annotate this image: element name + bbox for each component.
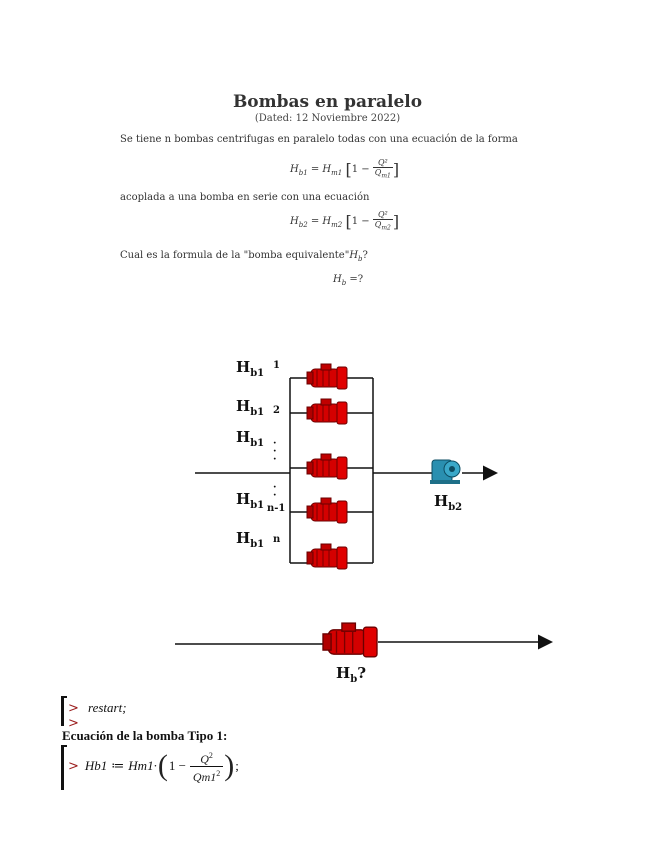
svg-text:·: ·	[273, 482, 277, 493]
svg-text:·: ·	[273, 490, 277, 501]
svg-text:·: ·	[273, 446, 277, 457]
execution-group-bracket-2[interactable]	[61, 745, 64, 790]
paragraph-question: Cual es la formula de la "bomba $equivalente"H_b$?	[120, 250, 368, 263]
equation-hb1: $H_{b1} = H_{m1}$ [1 − $\frac{\text{Q²}}{Q_{m1}}$ ]	[290, 158, 400, 180]
section-heading: Ecuación de la bomba Tipo 1:	[62, 728, 228, 743]
equation-hb-unknown: $H_b$ =?	[333, 274, 364, 287]
document-date: (Dated: 12 Noviembre 2022)	[254, 113, 401, 124]
maple-input-hb1[interactable]: > Hb1 ≔ Hm1· ( 1 − $\frac{Q^2}{Qm1^2}$ ) ;	[68, 749, 239, 784]
document-title: Bombas en paralelo	[232, 92, 423, 112]
label-index-2: 2	[273, 405, 280, 416]
pump-1-icon	[307, 364, 347, 389]
label-index-n-1: n-1	[267, 503, 286, 514]
label-hb1-n-1: $H_{b1}$	[236, 490, 265, 511]
pump-n-icon	[307, 544, 347, 569]
label-hb1-3: $H_{b1}$	[236, 428, 265, 449]
label-hb-equivalent: $H_b$?	[336, 664, 366, 685]
execution-group-bracket-1[interactable]	[61, 696, 64, 726]
label-hb1-n: $H_{b1}$	[236, 529, 265, 550]
svg-text:·: ·	[273, 438, 277, 449]
pump-3-icon	[307, 454, 347, 479]
label-index-1: 1	[273, 360, 280, 371]
equivalent-pump-icon	[323, 623, 377, 657]
pump-2-icon	[307, 399, 347, 424]
label-hb1-1: $H_{b1}$	[236, 358, 265, 379]
equation-hb2: $H_{b2} = H_{m2}$ [1 − $\frac{\text{Q²}}{Q_{m2}}$ ]	[290, 210, 400, 232]
maple-input-restart[interactable]: > restart;	[68, 700, 127, 716]
series-pump-icon	[430, 460, 460, 484]
pump-n-1-icon	[307, 498, 347, 523]
paragraph-series: acoplada a una bomba en serie con una ecuación	[120, 192, 370, 203]
pump-diagram	[0, 340, 655, 700]
label-index-n: n	[273, 534, 281, 545]
label-hb2: $H_{b2}$	[434, 492, 463, 513]
maple-input-empty[interactable]: >	[68, 716, 79, 731]
paragraph-intro: Se tiene n bombas centrifugas en paralelo todas con una ecuación de la forma	[120, 134, 518, 145]
svg-text:·: ·	[273, 454, 277, 465]
label-hb1-2: $H_{b1}$	[236, 397, 265, 418]
